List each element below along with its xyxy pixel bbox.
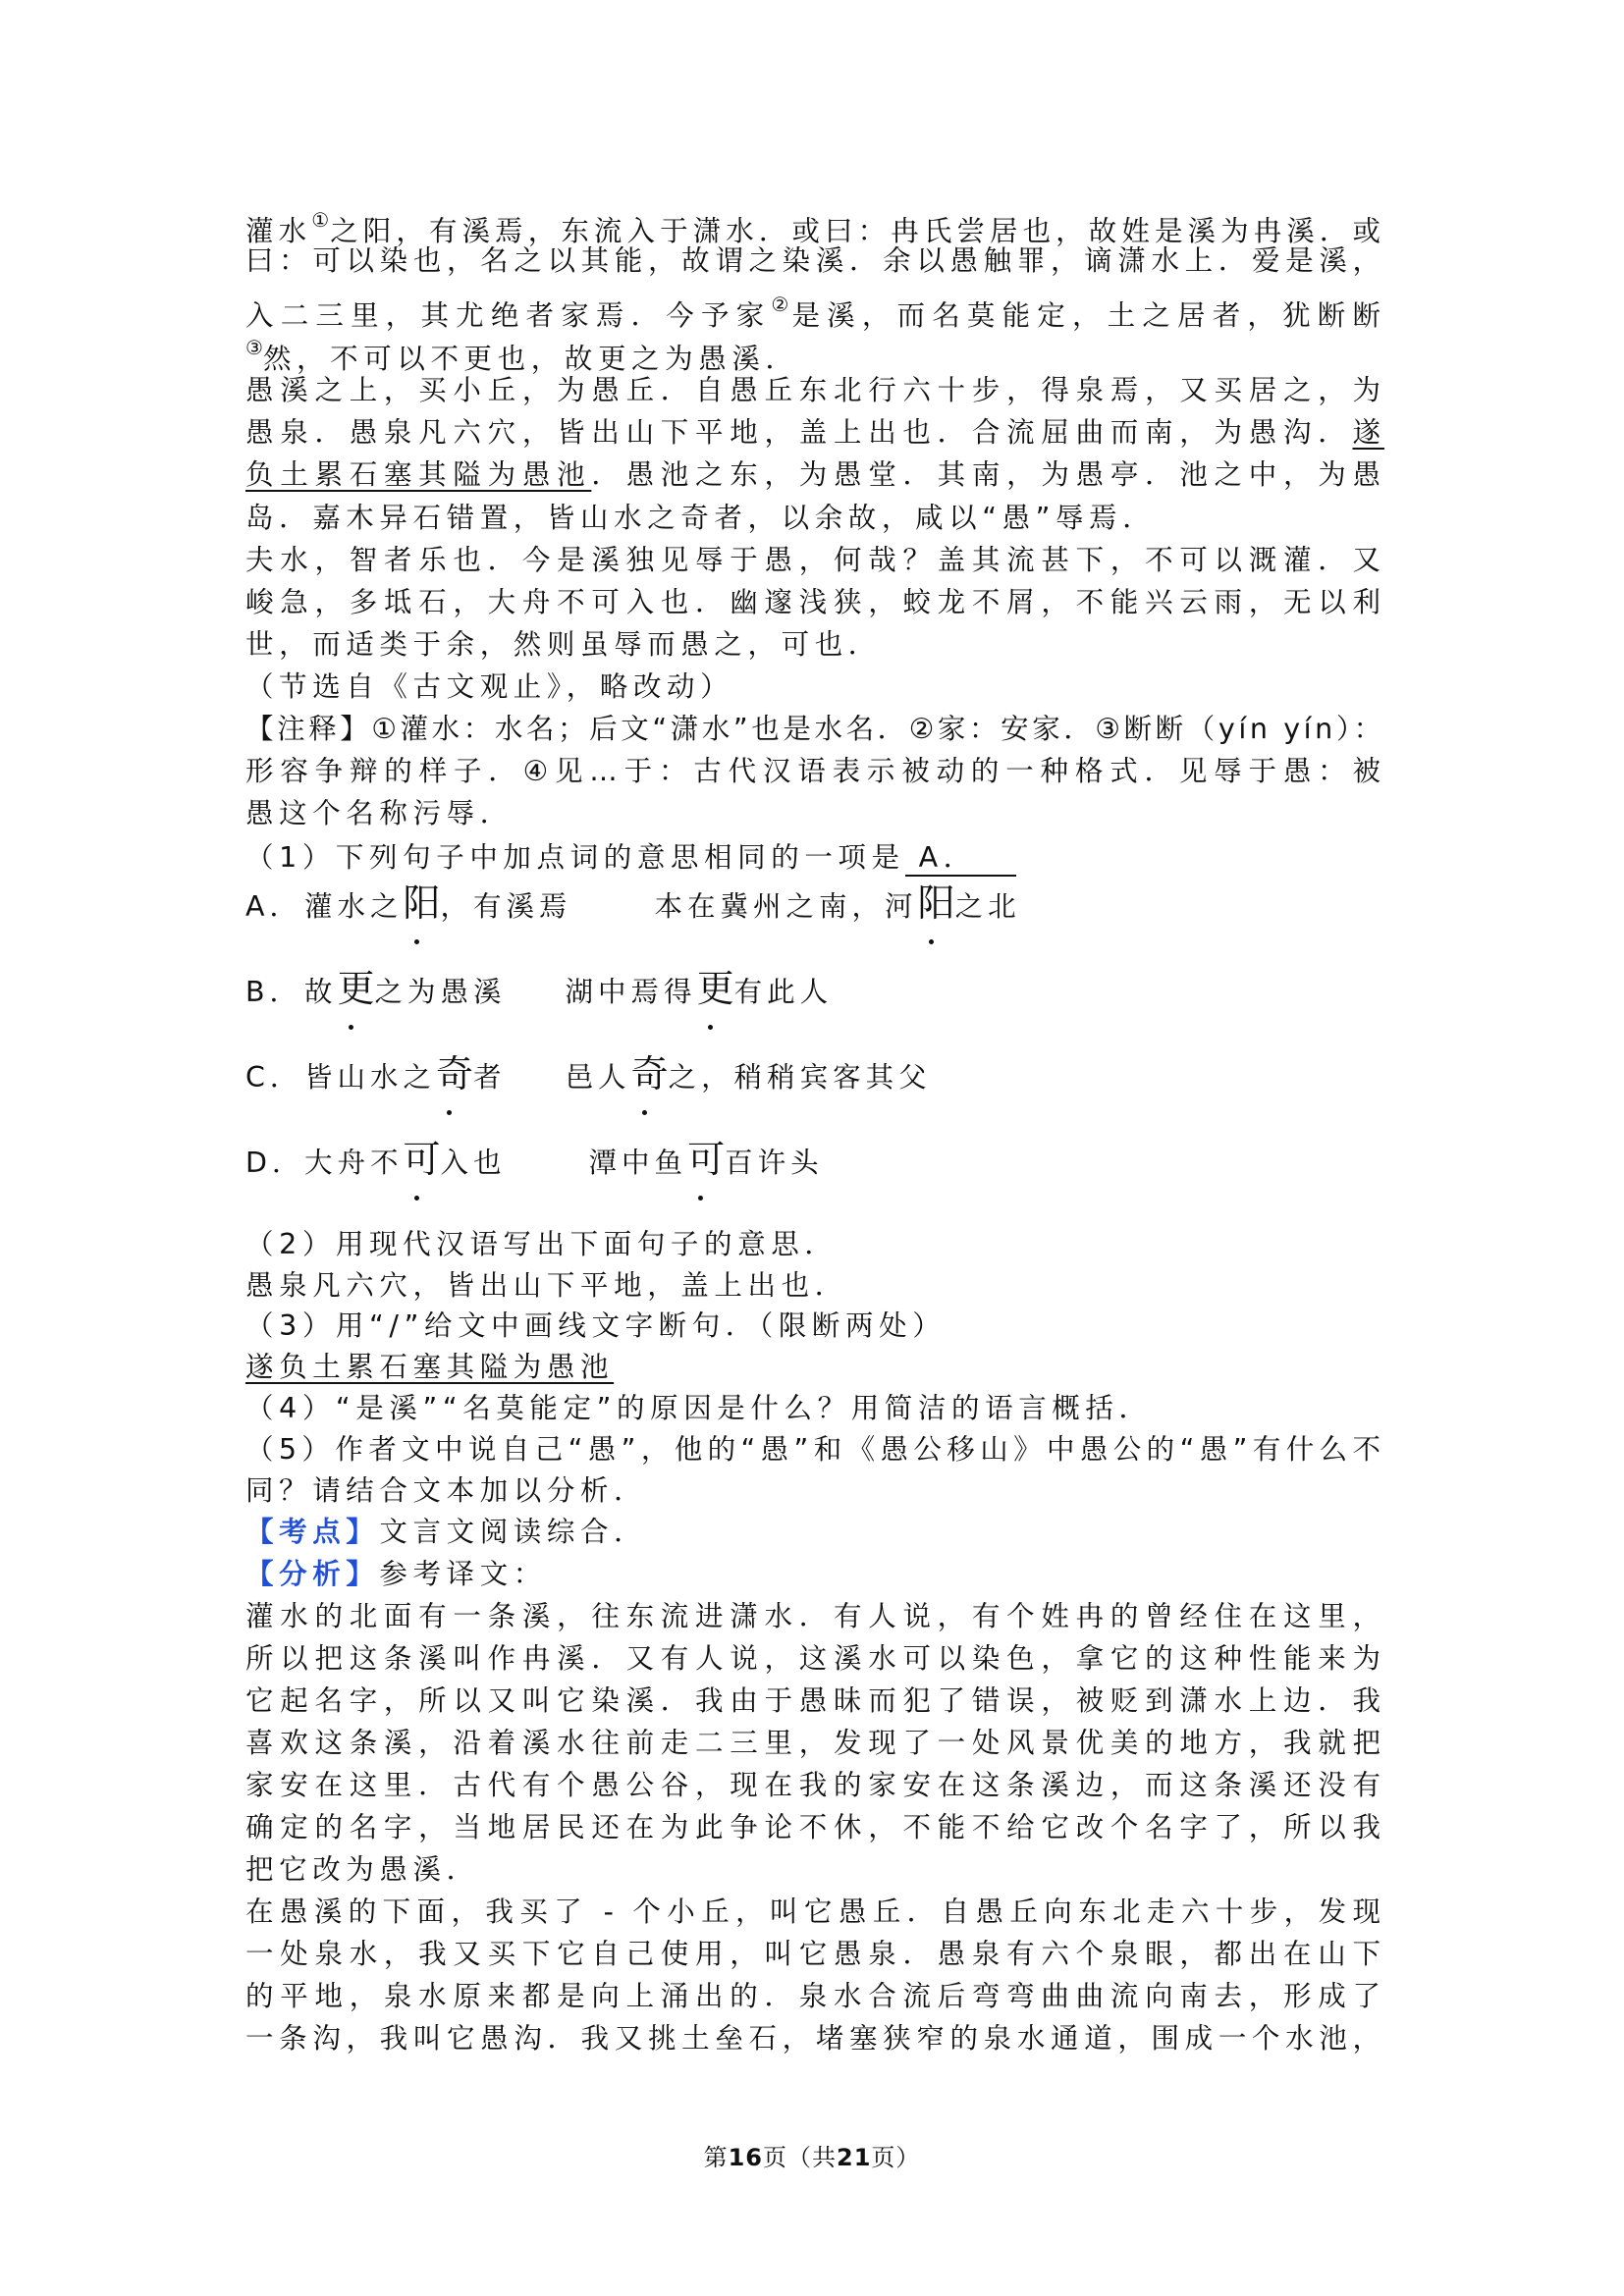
- translation-line: 确定的名字，当地居民还在为此争论不休，不能不给它改个名字了，所以我: [245, 1811, 1384, 1843]
- translation-line: 一条沟，我叫它愚沟．我又挑土垒石，堵塞狭窄的泉水通道，围成一个水池，: [245, 2022, 1384, 2055]
- notes-line: 愚这个名称污辱．: [245, 797, 514, 829]
- text: 入二三里，其尤绝者家焉．今予家: [245, 299, 772, 332]
- question-1: [245, 838, 1384, 878]
- question-4: （4）“是溪”“名莫能定”的原因是什么？用简洁的语言概括．: [245, 1392, 1153, 1424]
- passage-line: 夫水，智者乐也．今是溪独见辱于愚，何哉？盖其流甚下，不可以溉灌．又: [245, 544, 1384, 576]
- text: 页（共: [763, 2144, 837, 2171]
- option-letter: C．: [245, 1061, 303, 1094]
- passage-line: [245, 413, 1384, 453]
- footnote-marker: ②: [771, 293, 792, 316]
- underlined-text: 负土累石塞其隘为愚池: [245, 458, 592, 491]
- text: 之阳，有溪焉，东流入于潇水．或曰：冉氏尝居也，故姓是溪为冉溪．或: [330, 215, 1384, 247]
- passage-line: 岛．嘉木异石错置，皆山水之奇者，以余故，咸以“愚”辱焉．: [245, 502, 1157, 534]
- translation-line: 一处泉水，我又买下它自己使用，叫它愚泉．愚泉有六个泉眼，都出在山下: [245, 1938, 1384, 1970]
- underlined-text: 遂: [1352, 416, 1384, 449]
- text: ，有溪焉: [440, 890, 572, 923]
- passage-line: 愚溪之上，买小丘，为愚丘．自愚丘东北行六十步，得泉焉，又买居之，为: [245, 374, 1384, 406]
- passage-line: 曰：可以染也，名之以其能，故谓之染溪．余以愚触罪，谪潇水上．爱是溪，: [245, 244, 1384, 277]
- option-c: [245, 1054, 932, 1097]
- text: 之，稍稍宾客其父: [668, 1061, 932, 1094]
- passage-line: [245, 455, 1384, 495]
- option-a: [245, 883, 1021, 927]
- footnote-marker: ③: [245, 336, 263, 359]
- text: 皆山水之: [304, 1061, 437, 1094]
- text: 然，不可以不更也，故更之为愚溪．: [262, 343, 799, 375]
- text: 邑人: [565, 1061, 631, 1094]
- dotted-word: 更: [696, 967, 734, 1010]
- question-text: （1）下列句子中加点词的意思相同的一项是: [245, 841, 905, 874]
- text: 入也: [440, 1147, 507, 1179]
- notes-line: 【注释】①灌水：水名；后文“潇水”也是水名．②家：安家．③断断（yín yín）：: [245, 713, 1385, 745]
- source-note: （节选自《古文观止》，略改动）: [245, 670, 734, 703]
- page-total: 21: [837, 2144, 872, 2171]
- translation-line: 的平地，泉水原来都是向上涌出的．泉水合流后弯弯曲曲流向南去，形成了: [245, 1980, 1384, 2012]
- translation-line: 喜欢这条溪，沿着溪水往前走二三里，发现了一处风景优美的地方，我就把: [245, 1727, 1384, 1759]
- question-3: （3）用“/”给文中画线文字断句．（限断两处）: [245, 1309, 947, 1342]
- dotted-word: 奇: [436, 1052, 474, 1095]
- dotted-word: 阳: [403, 881, 441, 925]
- text: 页）: [871, 2144, 921, 2171]
- text: 是溪，而名莫能定，土之居者，犹断断: [791, 299, 1384, 332]
- fenxi-line: [245, 1555, 1384, 1594]
- footnote-marker: ①: [311, 208, 331, 232]
- text: 灌水: [245, 215, 312, 247]
- text: 百许头: [725, 1147, 824, 1179]
- text: 第: [703, 2144, 729, 2171]
- text: 参考译文：: [379, 1558, 547, 1590]
- text: 者: [473, 1061, 507, 1094]
- notes-line: 形容争辩的样子．④见…于：古代汉语表示被动的一种格式．见辱于愚：被: [245, 755, 1384, 787]
- translation-line: 灌水的北面有一条溪，往东流进潇水．有人说，有个姓冉的曾经住在这里，: [245, 1600, 1384, 1632]
- text: 故: [304, 976, 338, 1008]
- text: 灌水之: [304, 890, 404, 923]
- text: 之北: [954, 890, 1021, 923]
- option-letter: B．: [245, 976, 303, 1008]
- option-b: [245, 969, 833, 1012]
- dotted-word: 阳: [917, 881, 955, 925]
- option-letter: D．: [245, 1147, 305, 1179]
- translation-line: 所以把这条溪叫作冉溪．又有人说，这溪水可以染色，拿它的这种性能来为: [245, 1642, 1384, 1675]
- text: 湖中焉得: [565, 976, 697, 1008]
- translation-line: 把它改为愚溪．: [245, 1853, 480, 1886]
- translation-line: 在愚溪的下面，我买了 - 个小丘，叫它愚丘．自愚丘向东北走六十步，发现: [245, 1896, 1384, 1928]
- text: ．愚池之东，为愚堂．其南，为愚亭．池之中，为愚: [591, 458, 1384, 491]
- option-d: [245, 1140, 824, 1183]
- page-footer: [0, 2138, 1624, 2172]
- dotted-word: 奇: [630, 1052, 669, 1095]
- question-5-cont: 同？请结合文本加以分析．: [245, 1474, 648, 1507]
- passage-line: 峻急，多坻石，大舟不可入也．幽邃浅狭，蛟龙不屑，不能兴云雨，无以利: [245, 586, 1384, 618]
- question-2-text: 愚泉凡六穴，皆出山下平地，盖上出也．: [245, 1269, 848, 1302]
- text: 大舟不: [304, 1147, 404, 1179]
- fenxi-label: 【分析】: [245, 1558, 380, 1590]
- text: 本在冀州之南，河: [654, 890, 918, 923]
- answer-blank: A．: [905, 841, 1016, 877]
- text: 之为愚溪: [374, 976, 507, 1008]
- dotted-word: 可: [687, 1138, 726, 1181]
- question-5: （5）作者文中说自己“愚”，他的“愚”和《愚公移山》中愚公的“愚”有什么不: [245, 1433, 1384, 1466]
- translation-line: 它起名字，所以又叫它染溪．我由于愚昧而犯了错误，被贬到潇水上边．我: [245, 1684, 1384, 1717]
- page-number: 16: [728, 2144, 763, 2171]
- dotted-word: 可: [403, 1138, 441, 1181]
- text: 有此人: [733, 976, 834, 1008]
- option-letter: A．: [245, 890, 302, 923]
- passage-line: 世，而适类于余，然则虽辱而愚之，可也．: [245, 628, 882, 661]
- text: 文言文阅读综合．: [379, 1516, 648, 1548]
- kaodian-line: [245, 1513, 1384, 1552]
- dotted-word: 更: [337, 967, 375, 1010]
- text: 潭中鱼: [588, 1147, 688, 1179]
- text: 愚泉．愚泉凡六穴，皆出山下平地，盖上出也．合流屈曲而南，为愚沟．: [245, 416, 1353, 449]
- translation-line: 家安在这里．古代有个愚公谷，现在我的家安在这条溪边，而这条溪还没有: [245, 1769, 1384, 1801]
- question-3-text: 遂负土累石塞其隘为愚池: [245, 1351, 615, 1383]
- question-2: （2）用现代汉语写出下面句子的意思．: [245, 1228, 839, 1260]
- kaodian-label: 【考点】: [245, 1516, 380, 1548]
